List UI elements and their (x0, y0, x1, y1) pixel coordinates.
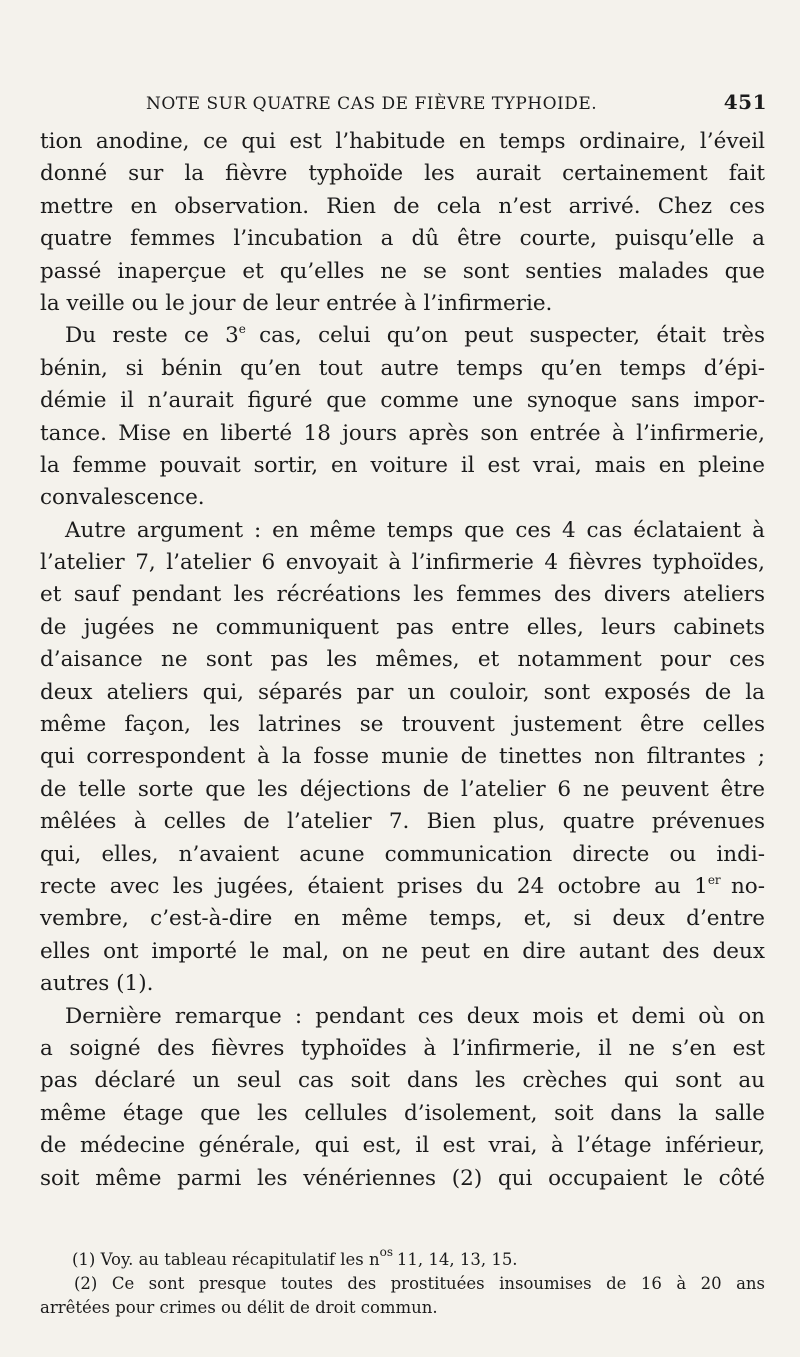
text-line: elles ont importé le mal, on ne peut en dire autant des deux (40, 938, 765, 964)
text-line: recte avec les jugées, étaient prises du 24 octobre au 1er no- (40, 872, 765, 899)
text-line: autres (1). (40, 971, 154, 997)
text-line: convalescence. (40, 485, 205, 511)
text-line: bénin, si bénin qu’en tout autre temps qu’en temps d’épi- (40, 355, 765, 381)
text-line: quatre femmes l’incubation a dû être courte, puisqu’elle a (40, 226, 765, 252)
text-line: mettre en observation. Rien de cela n’est arrivé. Chez ces (40, 193, 765, 219)
footnote-2-line-1: (2) Ce sont presque toutes des prostituées insoumises de 16 à 20 ans (74, 1274, 765, 1293)
text-line: vembre, c’est-à-dire en même temps, et, si deux d’entre (40, 906, 765, 932)
text-line: même façon, les latrines se trouvent justement être celles (40, 712, 765, 738)
text-line: et sauf pendant les récréations les femmes des divers ateliers (40, 582, 765, 608)
superscript: er (707, 872, 731, 887)
text-line: qui correspondent à la fosse munie de tinettes non filtrantes ; (40, 744, 765, 770)
superscript: e (238, 322, 260, 337)
text-line: soit même parmi les vénériennes (2) qui occupaient le côté (40, 1165, 765, 1191)
text-line: de telle sorte que les déjections de l’atelier 6 ne peuvent être (40, 776, 765, 802)
text-line: la femme pouvait sortir, en voiture il est vrai, mais en pleine (40, 452, 765, 478)
paragraph-4 (40, 1001, 765, 1195)
text-line: démie il n’aurait figuré que comme une synoque sans impor- (40, 388, 765, 414)
paragraph-3 (40, 515, 765, 1001)
footnote-2-line-2: arrêtées pour crimes ou délit de droit commun. (40, 1298, 438, 1317)
running-header (40, 90, 765, 126)
text-line: d’aisance ne sont pas les mêmes, et notamment pour ces (40, 647, 765, 673)
text-line: Autre argument : en même temps que ces 4 cas éclataient à (65, 517, 765, 543)
footnote-1: (1) Voy. au tableau récapitulatif les $n^{os}$ 11, 14, 13, 15. (72, 1245, 518, 1269)
text-line: Dernière remarque : pendant ces deux mois et demi où on (65, 1003, 765, 1029)
page-number: 451 (723, 90, 767, 114)
text-line: donné sur la fièvre typhoïde les aurait certainement fait (40, 161, 765, 187)
running-title: NOTE SUR QUATRE CAS DE FIÈVRE TYPHOIDE. (146, 94, 598, 114)
body-text (40, 126, 765, 1195)
text-line: mêlées à celles de l’atelier 7. Bien plus, quatre prévenues (40, 809, 765, 835)
text-line: a soigné des fièvres typhoïdes à l’infirmerie, il ne s’en est (40, 1035, 765, 1061)
text-line (40, 320, 765, 352)
paragraph-1 (40, 126, 765, 320)
paragraph-2 (40, 320, 765, 514)
text-line: tance. Mise en liberté 18 jours après son entrée à l’infirmerie, (40, 420, 765, 446)
superscript: os (379, 1245, 397, 1259)
text-line: même étage que les cellules d’isolement, soit dans la salle (40, 1100, 765, 1126)
text-line: passé inaperçue et qu’elles ne se sont senties malades que (40, 258, 765, 284)
text-line: qui, elles, n’avaient acune communication directe ou indi- (40, 841, 765, 867)
text-line: de médecine générale, qui est, il est vrai, à l’étage inférieur, (40, 1133, 765, 1159)
footnotes (40, 1245, 765, 1320)
page (40, 90, 765, 1195)
text-line: deux ateliers qui, séparés par un couloir, sont exposés de la (40, 679, 765, 705)
text-line: tion anodine, ce qui est l’habitude en temps ordinaire, l’éveil (40, 129, 765, 154)
text-line: pas déclaré un seul cas soit dans les crèches qui sont au (40, 1068, 765, 1094)
text-line: l’atelier 7, l’atelier 6 envoyait à l’infirmerie 4 fièvres typhoïdes, (40, 550, 765, 576)
text-line: de jugées ne communiquent pas entre elles, leurs cabinets (40, 614, 765, 640)
text-line-part: Du reste ce 3e cas, celui qu’on peut suspecter, était très (65, 322, 766, 349)
text-line: la veille ou le jour de leur entrée à l’infirmerie. (40, 290, 553, 316)
